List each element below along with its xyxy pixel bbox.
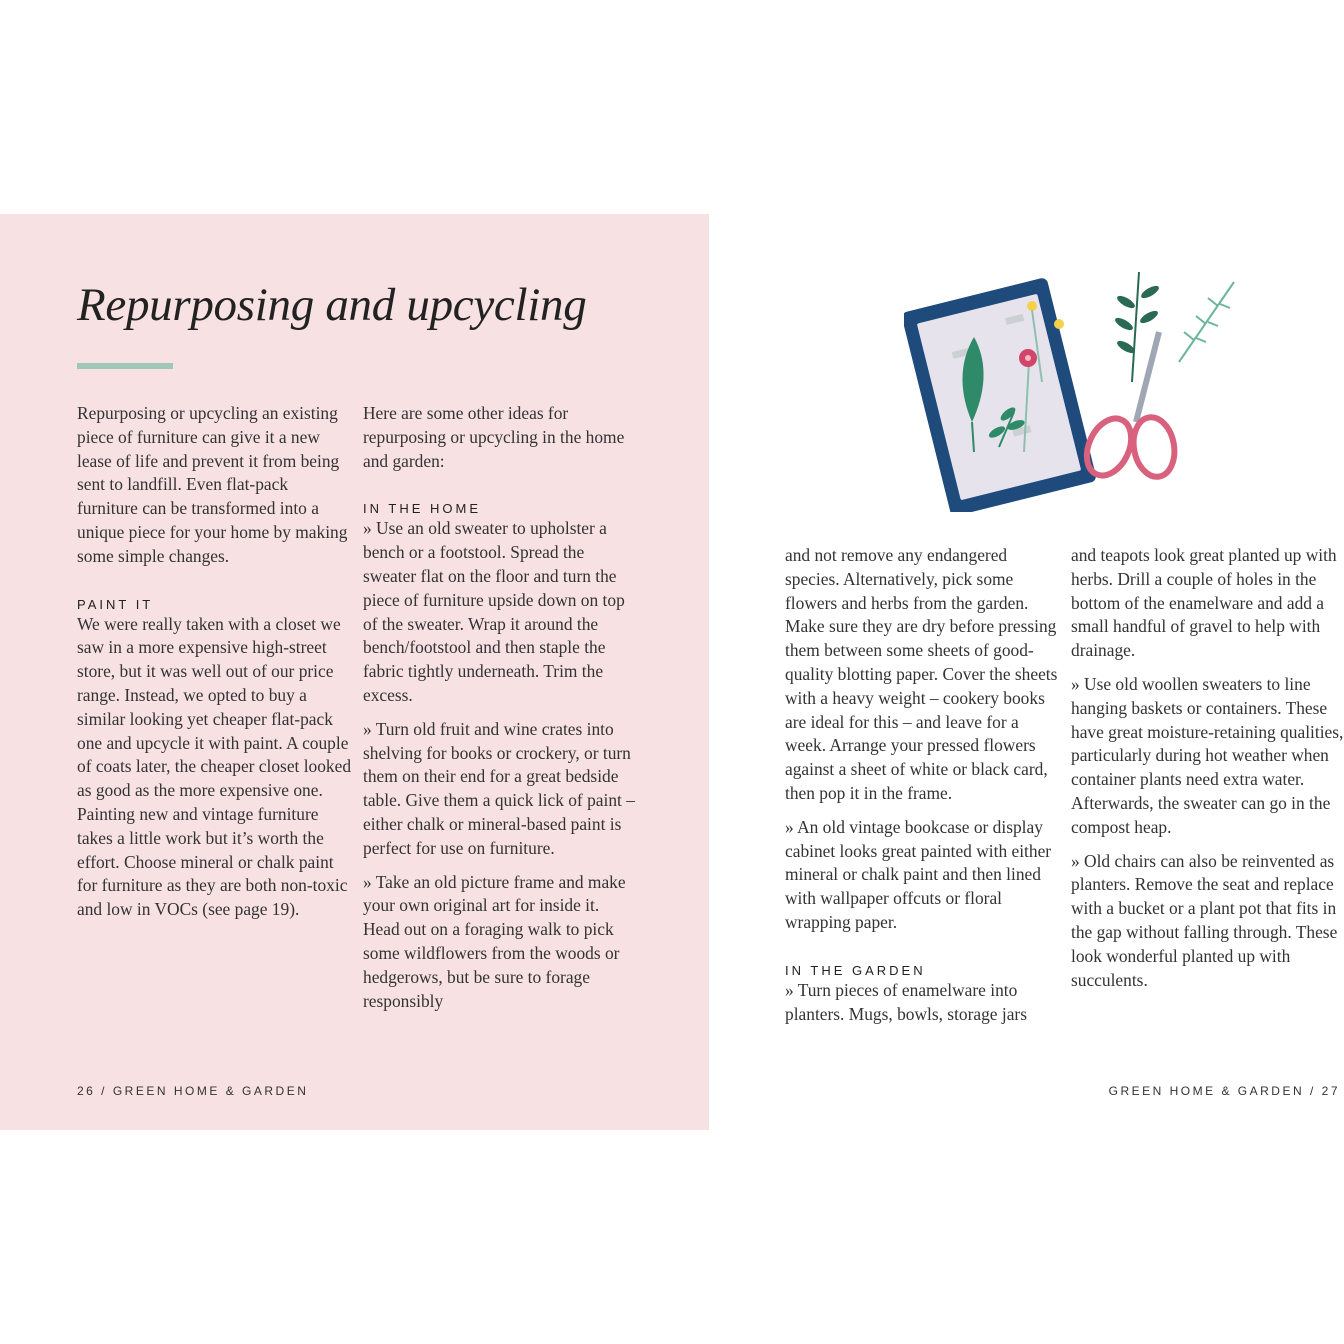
ideas-intro-paragraph: Here are some other ideas for repurposing or upcycling in the home and garden:: [363, 403, 625, 471]
left-column-1: [77, 402, 352, 932]
paint-it-heading: PAINT IT: [77, 596, 154, 612]
woollen-sweaters-idea: » Use old woollen sweaters to line hanging baskets or containers. These have great moisture-retaining qualities, particularly during hot weather when container plants need extra water. Afterwards, the sweater can go in the compost heap.: [1071, 673, 1344, 837]
pressing-flowers-paragraph: and not remove any endangered species. Alternatively, pick some flowers and herbs from the garden. Make sure they are dry before pressing them between some sheets of good-quality blotting paper. Cover the sheets with a heavy weight – cookery books are ideal for this – and leave for a week. Arrange your pressed flowers against a sheet of white or black card, then pop it in the frame.: [785, 545, 1058, 803]
home-idea-2: » Turn old fruit and wine crates into shelving for books or crockery, or turn them on their end for a great bedside table. Give them a quick lick of paint – either chalk or mineral-based paint is perfect for use on furniture.: [363, 718, 635, 858]
rosemary-sprig-icon: [1179, 282, 1234, 362]
pressed-flowers-frame-and-scissors-illustration: [904, 262, 1244, 512]
right-column-1: [785, 544, 1060, 1036]
herb-sprig-icon: [1113, 272, 1160, 382]
home-idea-3: » Take an old picture frame and make your own original art for inside it. Head out on a foraging walk to pick some wildflowers from the woods or hedgerows, but be sure to forage responsibly: [363, 871, 626, 1011]
right-page-footer: GREEN HOME & GARDEN / 27: [1108, 1084, 1340, 1098]
title-underline-rule: [77, 363, 173, 369]
intro-paragraph: Repurposing or upcycling an existing piece of furniture can give it a new lease of life and prevent it from being sent to landfill. Even flat-pack furniture can be transformed into a unique piece for your home by making some simple changes.: [77, 403, 348, 566]
picture-frame-icon: [904, 277, 1097, 512]
paint-it-paragraph: We were really taken with a closet we saw in a more expensive high-street store, but it was well out of our price range. Instead, we opted to buy a similar looking yet cheaper flat-pack one and upcycle it with paint. A couple of coats later, the cheaper closet looked as good as the more expensive one. Painting new and vintage furniture takes a little work but it’s worth the effort. Choose mineral or chalk paint for furniture as they are both non-toxic and low in VOCs (see page 19).: [77, 613, 352, 920]
scissors-icon: [1078, 332, 1179, 483]
right-column-2: [1071, 544, 1344, 1002]
home-idea-1: » Use an old sweater to upholster a bench or a footstool. Spread the sweater flat on the floor and turn the piece of furniture upside down on top of the sweater. Wrap it around the bench/footstool and then staple the fabric tightly underneath. Trim the excess.: [363, 518, 625, 705]
enamelware-continued-paragraph: and teapots look great planted up with herbs. Drill a couple of holes in the bottom of the enamelware and add a small handful of gravel to help with drainage.: [1071, 545, 1337, 661]
in-the-home-heading: IN THE HOME: [363, 501, 481, 517]
garden-idea-1: » Turn pieces of enamelware into planters. Mugs, bowls, storage jars: [785, 979, 1027, 1024]
right-page: [709, 214, 1344, 1130]
left-column-2: [363, 402, 638, 1023]
old-chairs-idea: » Old chairs can also be reinvented as planters. Remove the seat and replace with a bucket or a plant pot that fits in the gap without falling through. These look wonderful planted up with succulents.: [1071, 850, 1338, 990]
left-page-footer: 26 / GREEN HOME & GARDEN: [77, 1084, 309, 1098]
in-the-garden-heading: IN THE GARDEN: [785, 962, 926, 978]
left-page: [0, 214, 709, 1130]
page-title: Repurposing and upcycling: [77, 279, 587, 331]
bookcase-idea: » An old vintage bookcase or display cabinet looks great painted with either mineral or chalk paint and then lined with wallpaper offcuts or floral wrapping paper.: [785, 816, 1052, 932]
book-spread: [0, 214, 1344, 1130]
